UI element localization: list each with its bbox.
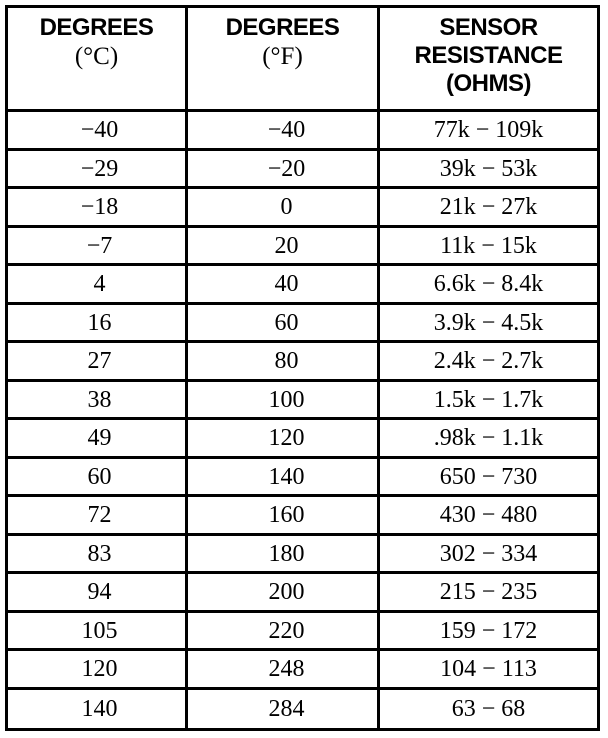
- cell-fahrenheit: 140: [188, 459, 380, 498]
- header-celsius-title: DEGREES: [39, 14, 154, 41]
- header-resistance-line2: RESISTANCE: [414, 42, 563, 69]
- cell-resistance: 63 − 68: [451, 696, 526, 723]
- cell-resistance: 2.4k − 2.7k: [380, 343, 597, 382]
- cell-resistance: 215 − 235: [380, 574, 597, 613]
- cell-celsius: 38: [8, 382, 188, 421]
- cell-fahrenheit: 40: [188, 266, 380, 305]
- cell-celsius: 120: [8, 651, 188, 690]
- header-celsius: [8, 8, 188, 112]
- header-celsius-unit: (°C): [74, 43, 119, 70]
- cell-resistance: 39k − 53k: [380, 151, 597, 190]
- cell-celsius: 49: [8, 420, 188, 459]
- cell-resistance: 11k − 15k: [380, 228, 597, 267]
- cell-resistance: 430 − 480: [380, 497, 597, 536]
- cell-resistance: 159 − 172: [380, 613, 597, 652]
- cell-fahrenheit: 248: [188, 651, 380, 690]
- cell-resistance: 77k − 109k: [380, 112, 597, 151]
- cell-celsius: 16: [8, 305, 188, 344]
- header-resistance-line3: (OHMS): [446, 70, 531, 97]
- cell-resistance: 302 − 334: [380, 536, 597, 575]
- cell-celsius: −40: [8, 112, 188, 151]
- cell-resistance: 650 − 730: [380, 459, 597, 498]
- cell-fahrenheit: 200: [188, 574, 380, 613]
- cell-fahrenheit: 20: [188, 228, 380, 267]
- cell-celsius: 94: [8, 574, 188, 613]
- cell-fahrenheit: 180: [188, 536, 380, 575]
- cell-celsius: 140: [8, 690, 188, 729]
- cell-fahrenheit: 80: [188, 343, 380, 382]
- header-resistance: [380, 8, 597, 112]
- cell-fahrenheit: 220: [188, 613, 380, 652]
- cell-celsius: 27: [8, 343, 188, 382]
- cell-celsius: −18: [8, 189, 188, 228]
- cell-resistance: 21k − 27k: [380, 189, 597, 228]
- cell-celsius: 4: [8, 266, 188, 305]
- cell-celsius: −7: [8, 228, 188, 267]
- cell-fahrenheit: 100: [188, 382, 380, 421]
- cell-celsius: −29: [8, 151, 188, 190]
- header-fahrenheit: [188, 8, 380, 112]
- cell-fahrenheit: 160: [188, 497, 380, 536]
- cell-celsius: 105: [8, 613, 188, 652]
- cell-resistance: 104 − 113: [380, 651, 597, 690]
- sensor-resistance-table: [5, 5, 600, 731]
- cell-resistance: 6.6k − 8.4k: [380, 266, 597, 305]
- header-fahrenheit-unit: (°F): [262, 43, 303, 70]
- cell-celsius: 60: [8, 459, 188, 498]
- cell-celsius: 83: [8, 536, 188, 575]
- cell-fahrenheit: 120: [188, 420, 380, 459]
- cell-fahrenheit: 0: [188, 189, 380, 228]
- header-resistance-line1: SENSOR: [439, 14, 538, 41]
- cell-fahrenheit: 284: [188, 690, 380, 729]
- cell-resistance: 3.9k − 4.5k: [380, 305, 597, 344]
- cell-celsius: 72: [8, 497, 188, 536]
- cell-resistance: 1.5k − 1.7k: [380, 382, 597, 421]
- header-fahrenheit-title: DEGREES: [225, 14, 340, 41]
- cell-fahrenheit: −40: [188, 112, 380, 151]
- cell-resistance: .98k − 1.1k: [380, 420, 597, 459]
- cell-fahrenheit: −20: [188, 151, 380, 190]
- cell-fahrenheit: 60: [188, 305, 380, 344]
